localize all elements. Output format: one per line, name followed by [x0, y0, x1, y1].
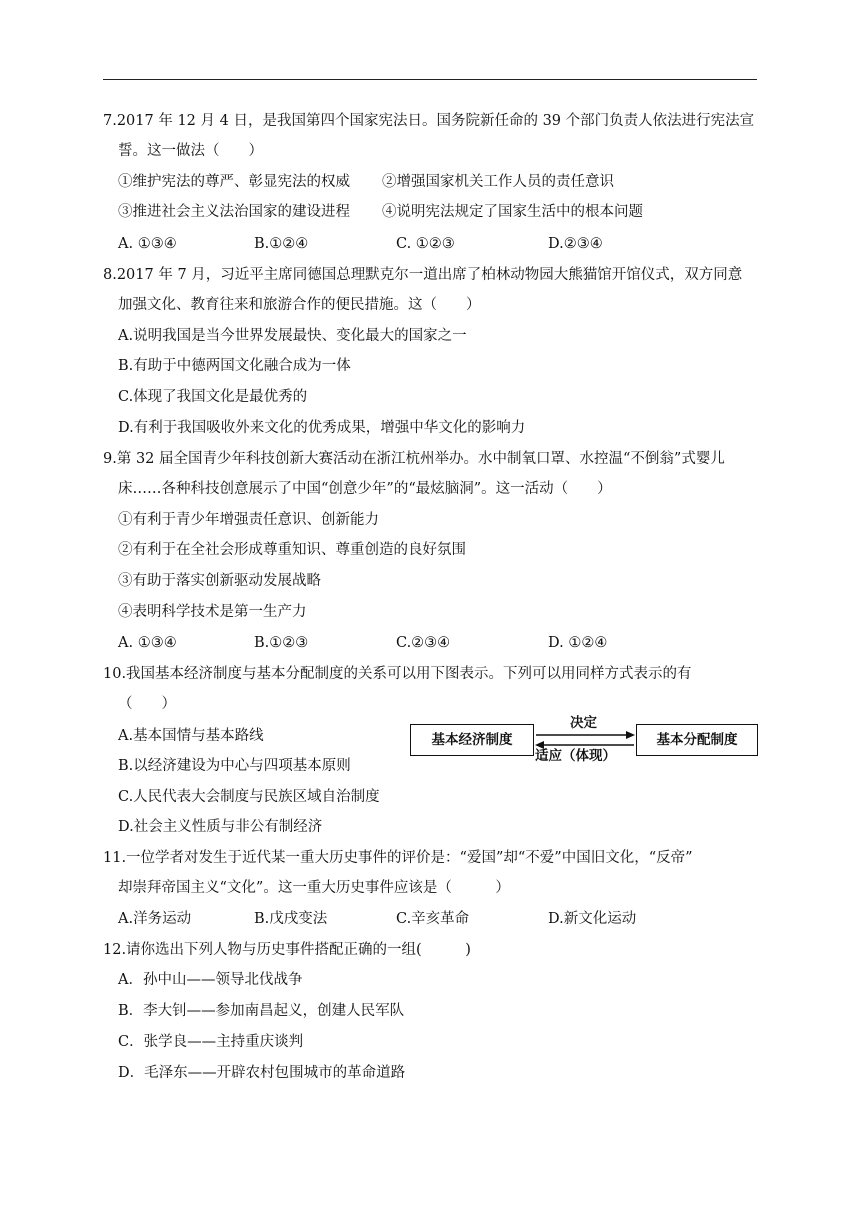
- diagram-box-basic-distribution-system: 基本分配制度: [636, 724, 758, 756]
- question-9-item-4: ④表明科学技术是第一生产力: [118, 604, 307, 620]
- question-8-stem-line-2: 加强文化、教育往来和旅游合作的便民措施。这（ ）: [118, 297, 481, 313]
- question-7-item-1: ①维护宪法的尊严、彰显宪法的权威: [118, 174, 350, 190]
- question-9-option-d[interactable]: D. ①②④: [548, 635, 608, 651]
- question-7-item-4: ④说明宪法规定了国家生活中的根本问题: [382, 204, 643, 220]
- diagram-arrow-left: [535, 741, 634, 749]
- diagram-label-determine: 决定: [570, 715, 597, 731]
- question-9-option-b[interactable]: B.①②③: [254, 635, 309, 651]
- question-8-option-b[interactable]: B.有助于中德两国文化融合成为一体: [118, 358, 351, 374]
- question-11-option-d[interactable]: D.新文化运动: [548, 911, 637, 927]
- question-7-option-b[interactable]: B.①②④: [254, 236, 309, 252]
- question-7-stem-line-2: 誓。这一做法（ ）: [118, 143, 263, 159]
- question-8-option-d[interactable]: D.有利于我国吸收外来文化的优秀成果，增强中华文化的影响力: [118, 420, 526, 436]
- question-8-stem-line-1: 8.2017 年 7 月，习近平主席同德国总理默克尔一道出席了柏林动物园大熊猫馆开馆仪式，双方同意: [103, 267, 743, 283]
- question-11-option-b[interactable]: B.戊戌变法: [254, 911, 328, 927]
- question-9-stem-line-2: 床……各种科技创意展示了中国“创意少年”的“最炫脑洞”。这一活动（ ）: [118, 481, 612, 497]
- question-9-item-3: ③有助于落实创新驱动发展战略: [118, 573, 321, 589]
- question-9-stem-line-1: 9.第 32 届全国青少年科技创新大赛活动在浙江杭州举办。水中制氧口罩、水控温“不倒翁”式婴儿: [103, 451, 725, 467]
- question-12-option-d[interactable]: D．毛泽东——开辟农村包围城市的革命道路: [118, 1065, 406, 1081]
- diagram-box-basic-economic-system: 基本经济制度: [410, 724, 534, 756]
- question-10-stem-line-2: （ ）: [118, 696, 176, 712]
- question-12-option-c[interactable]: C．张学良——主持重庆谈判: [118, 1034, 304, 1050]
- question-9-item-2: ②有利于在全社会形成尊重知识、尊重创造的良好氛围: [118, 542, 466, 558]
- question-10-stem-line-1: 10.我国基本经济制度与基本分配制度的关系可以用下图表示。下列可以用同样方式表示的有: [103, 666, 692, 682]
- question-11-option-c[interactable]: C.辛亥革命: [396, 911, 470, 927]
- question-7-item-2: ②增强国家机关工作人员的责任意识: [382, 174, 614, 190]
- question-7-stem-line-1: 7.2017 年 12 月 4 日，是我国第四个国家宪法日。国务院新任命的 39 个部门负责人依法进行宪法宣: [103, 113, 755, 129]
- question-10-option-a[interactable]: A.基本国情与基本路线: [118, 728, 264, 744]
- question-10-option-d[interactable]: D.社会主义性质与非公有制经济: [118, 819, 323, 835]
- question-11-stem-line-2: 却崇拜帝国主义“文化”。这一重大历史事件应该是（ ）: [118, 880, 510, 896]
- question-12-option-a[interactable]: A．孙中山——领导北伐战争: [118, 972, 303, 988]
- question-8-option-c[interactable]: C.体现了我国文化是最优秀的: [118, 389, 308, 405]
- question-7-item-3: ③推进社会主义法治国家的建设进程: [118, 204, 350, 220]
- question-10-option-c[interactable]: C.人民代表大会制度与民族区域自治制度: [118, 789, 380, 805]
- question-11-option-a[interactable]: A.洋务运动: [118, 911, 192, 927]
- relation-diagram: [410, 711, 760, 764]
- question-12-stem: 12.请你选出下列人物与历史事件搭配正确的一组( ): [103, 942, 471, 958]
- question-9-item-1: ①有利于青少年增强责任意识、创新能力: [118, 512, 379, 528]
- question-12-option-b[interactable]: B．李大钊——参加南昌起义，创建人民军队: [118, 1003, 405, 1019]
- question-7-option-a[interactable]: A. ①③④: [118, 236, 177, 252]
- question-8-option-a[interactable]: A.说明我国是当今世界发展最快、变化最大的国家之一: [118, 328, 467, 344]
- question-7-option-c[interactable]: C. ①②③: [396, 236, 455, 252]
- diagram-label-adapt: 适应（体现）: [535, 748, 616, 764]
- diagram-arrow-right: [536, 731, 635, 739]
- diagram-arrows: [534, 729, 636, 753]
- question-9-option-c[interactable]: C.②③④: [396, 635, 451, 651]
- question-7-option-d[interactable]: D.②③④: [548, 236, 603, 252]
- question-11-stem-line-1: 11.一位学者对发生于近代某一重大历史事件的评价是：“爱国”却“不爱”中国旧文化，“反帝”: [103, 850, 693, 866]
- question-10-option-b[interactable]: B.以经济建设为中心与四项基本原则: [118, 758, 351, 774]
- question-9-option-a[interactable]: A. ①③④: [118, 635, 177, 651]
- header-rule: [103, 79, 757, 80]
